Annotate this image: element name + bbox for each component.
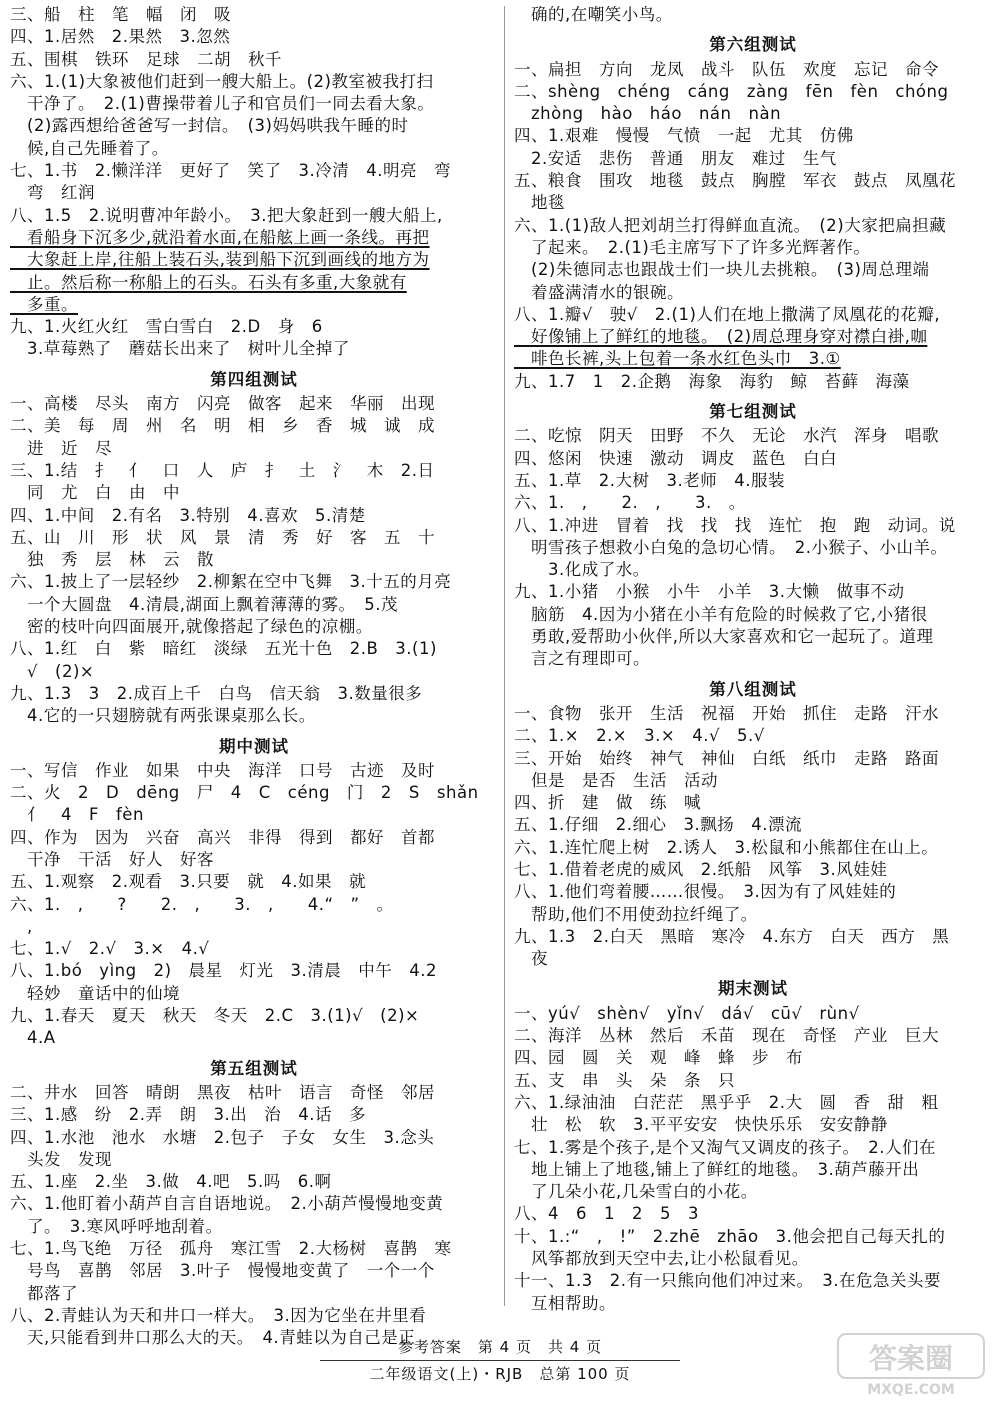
answer-line: 五、1.草 2.大树 3.老师 4.服装 bbox=[514, 470, 785, 490]
answer-line: 六、1.绿油油 白茫茫 黑乎乎 2.大 圆 香 甜 粗 bbox=[514, 1092, 939, 1112]
answer-line: 五、1.仔细 2.细心 3.飘扬 4.漂流 bbox=[514, 815, 802, 835]
answer-line: 四、园 圆 关 观 峰 蜂 步 布 bbox=[514, 1048, 803, 1068]
answer-line: 都落了 bbox=[10, 1283, 78, 1303]
section-heading: 第四组测试 bbox=[210, 369, 298, 389]
answer-line: 一、食物 张开 生活 祝福 开始 抓住 走路 汗水 bbox=[514, 703, 939, 723]
underlined-answer-line: 看船身下沉多少,就沿着水面,在船舷上画一条线。再把 bbox=[10, 227, 430, 247]
answer-line: 七、1.借着老虎的威风 2.纸船 风筝 3.风娃娃 bbox=[514, 859, 888, 879]
answer-line: 一、写信 作业 如果 中央 海洋 口号 古迹 及时 bbox=[10, 760, 435, 780]
footer-rule bbox=[320, 1360, 680, 1361]
answer-line: 九、1.3 2.白天 黑暗 寒冷 4.东方 白天 西方 黑 bbox=[514, 926, 950, 946]
answer-line: 候,自己先睡着了。 bbox=[10, 138, 169, 158]
column-divider bbox=[504, 6, 505, 1306]
section-heading: 第七组测试 bbox=[709, 402, 797, 422]
answer-line: 了几朵小花,几朵雪白的小花。 bbox=[514, 1182, 758, 1202]
answer-line: 六、1. , 2. , 3. 。 bbox=[514, 493, 746, 513]
answer-line: 言之有理即可。 bbox=[514, 649, 650, 669]
answer-line: 七、1.书 2.懒洋洋 更好了 笑了 3.冷清 4.明亮 弯 bbox=[10, 161, 451, 181]
underlined-answer-line: 大象赶上岸,往船上装石头,装到船下沉到画线的地方为 bbox=[10, 250, 430, 270]
answer-line: 独 秀 层 林 云 散 bbox=[10, 550, 214, 570]
answer-line: 一个大圆盘 4.清晨,湖面上飘着薄薄的雾。 5.茂 bbox=[10, 594, 398, 614]
answer-line: 了。 3.寒风呼呼地刮着。 bbox=[10, 1216, 223, 1236]
watermark-sub: MXQE.COM bbox=[867, 1382, 955, 1398]
answer-line: 八、1.5 2.说明曹冲年龄小。 3.把大象赶到一艘大船上, bbox=[10, 205, 443, 225]
answer-line: 弯 红润 bbox=[10, 183, 95, 203]
answer-line: 二、海洋 丛林 然后 禾苗 现在 奇怪 产业 巨大 bbox=[514, 1026, 939, 1046]
answer-line: 七、1.鸟飞绝 万径 孤舟 寒江雪 2.大杨树 喜鹊 寒 bbox=[10, 1239, 452, 1259]
answer-line: 4.A bbox=[10, 1028, 56, 1048]
answer-line: 三、1.结 扌 亻 口 人 庐 扌 土 氵 木 2.日 bbox=[10, 460, 435, 480]
answer-line: 六、1.披上了一层轻纱 2.柳絮在空中飞舞 3.十五的月亮 bbox=[10, 572, 452, 592]
answer-line: 二、吃惊 阴天 田野 不久 无论 水汽 浑身 唱歌 bbox=[514, 426, 939, 446]
answer-line: 3.草莓熟了 蘑菇长出来了 树叶儿全掉了 bbox=[10, 339, 350, 359]
answer-line: 六、1.(1)敌人把刘胡兰打得鲜血直流。 (2)大家把扁担藏 bbox=[514, 215, 947, 235]
answer-line: 一、高楼 尽头 南方 闪亮 做客 起来 华丽 出现 bbox=[10, 394, 435, 414]
answer-line: 勇敢,爱帮助小伙伴,所以大家喜欢和它一起玩了。道理 bbox=[514, 627, 934, 647]
answer-line: 五、粮食 围攻 地毯 鼓点 胸膛 军衣 鼓点 凤凰花 bbox=[514, 171, 956, 191]
left-column bbox=[10, 4, 498, 1350]
section-heading: 第八组测试 bbox=[709, 679, 797, 699]
answer-line: 风筝都放到天空中去,让小松鼠看见。 bbox=[514, 1249, 809, 1269]
answer-line: 壮 松 软 3.平平安安 快快乐乐 安安静静 bbox=[514, 1115, 888, 1135]
footer-page-info: 参考答案 第 4 页 共 4 页 bbox=[397, 1338, 603, 1356]
answer-line: 六、1.连忙爬上树 2.诱人 3.松鼠和小熊都住在山上。 bbox=[514, 837, 939, 857]
answer-line: 二、shèng chéng cáng zàng fēn fèn chóng bbox=[514, 81, 949, 101]
answer-line: 2.安适 悲伤 普通 朋友 难过 生气 bbox=[514, 148, 837, 168]
answer-line: 三、船 柱 笔 幅 闭 吸 bbox=[10, 5, 231, 24]
answer-line: 四、1.中间 2.有名 3.特别 4.喜欢 5.清楚 bbox=[10, 505, 366, 525]
answer-line: 三、开始 始终 神气 神仙 白纸 纸巾 走路 路面 bbox=[514, 748, 939, 768]
answer-line: 互相帮助。 bbox=[514, 1293, 616, 1313]
section-heading: 第六组测试 bbox=[709, 35, 797, 55]
answer-line: 头发 发现 bbox=[10, 1149, 112, 1169]
answer-line: 五、1.座 2.坐 3.做 4.吧 5.吗 6.啊 bbox=[10, 1172, 332, 1192]
answer-line: 八、1.他们弯着腰……很慢。 3.因为有了风娃娃的 bbox=[514, 882, 897, 902]
answer-line: zhòng hào háo nán nàn bbox=[514, 104, 782, 124]
answer-line: 五、支 串 头 朵 条 只 bbox=[514, 1070, 735, 1090]
answer-line: 4.它的一只翅膀就有两张课桌那么长。 bbox=[10, 706, 316, 726]
answer-line: 干净了。 2.(1)曹操带着儿子和官员们一同去看大象。 bbox=[10, 94, 435, 114]
watermark-logo bbox=[836, 1332, 986, 1398]
answer-line: √ (2)× bbox=[10, 661, 95, 681]
answer-line: 明雪孩子想救小白兔的急切心情。 2.小猴子、小山羊。 bbox=[514, 537, 948, 557]
answer-line: 二、美 每 周 州 名 明 相 乡 香 城 诚 成 bbox=[10, 416, 435, 436]
section-heading: 期末测试 bbox=[718, 979, 788, 999]
answer-line: 七、1.雾是个孩子,是个又淘气又调皮的孩子。 2.人们在 bbox=[514, 1137, 936, 1157]
answer-line: 了起来。 2.(1)毛主席写下了许多光辉著作。 bbox=[514, 237, 871, 257]
underlined-answer-line: 多重。 bbox=[10, 294, 78, 314]
answer-line: 七、1.√ 2.√ 3.× 4.√ bbox=[10, 939, 210, 959]
underlined-answer-line: 止。然后称一称船上的石头。石头有多重,大象就有 bbox=[10, 272, 407, 292]
answer-line: 五、围棋 铁环 足球 二胡 秋千 bbox=[10, 49, 282, 69]
answer-line: 干净 干活 好人 好客 bbox=[10, 849, 214, 869]
answer-line: 四、折 建 做 练 喊 bbox=[514, 793, 701, 813]
answer-line: 九、1.火红火红 雪白雪白 2.D 身 6 bbox=[10, 317, 323, 337]
answer-line: 五、1.观察 2.观看 3.只要 就 4.如果 就 bbox=[10, 872, 366, 892]
section-heading: 期中测试 bbox=[219, 736, 289, 756]
answer-line: 3.化成了水。 bbox=[514, 560, 650, 580]
answer-line: 天,只能看到井口那么大的天。 4.青蛙以为自己是正 bbox=[10, 1328, 416, 1348]
underlined-answer-line: 啡色长裤,头上包着一条水红色头巾 3.① bbox=[514, 349, 841, 369]
answer-line: 三、1.感 纷 2.弄 朗 3.出 治 4.话 多 bbox=[10, 1105, 366, 1125]
answer-line: 四、1.水池 池水 水塘 2.包子 子女 女生 3.念头 bbox=[10, 1127, 435, 1147]
answer-line: 四、1.居然 2.果然 3.忽然 bbox=[10, 27, 231, 47]
answer-line: 二、火 2 D dēng 尸 4 C céng 门 2 S shǎn bbox=[10, 783, 479, 803]
answer-line: 夜 bbox=[514, 949, 548, 969]
answer-line: 同 尤 白 由 中 bbox=[10, 483, 180, 503]
answer-line: 地上铺上了地毯,铺上了鲜红的地毯。 3.葫芦藤开出 bbox=[514, 1159, 920, 1179]
answer-line: 十一、1.3 2.有一只熊向他们冲过来。 3.在危急关头要 bbox=[514, 1271, 941, 1291]
answer-line: 四、1.艰难 慢慢 气愤 一起 尤其 仿佛 bbox=[514, 126, 854, 146]
answer-line: 八、1.冲进 冒着 找 找 找 连忙 抱 跑 动词。说 bbox=[514, 515, 956, 535]
answer-line: 八、1.bó yìng 2) 晨星 灯光 3.清晨 中午 4.2 bbox=[10, 961, 438, 981]
answer-line: 四、悠闲 快速 激动 调皮 蓝色 白白 bbox=[514, 448, 837, 468]
answer-line: 亻 4 F fèn bbox=[10, 805, 144, 825]
footer-book-info: 二年级语文(上)・RJB 总第 100 页 bbox=[369, 1365, 631, 1383]
answer-line: (2)露西想给爸爸写一封信。 (3)妈妈哄我午睡的时 bbox=[10, 116, 409, 136]
answer-line: 八、2.青蛙认为天和井口一样大。 3.因为它坐在井里看 bbox=[10, 1305, 427, 1325]
answer-line: , bbox=[10, 916, 33, 936]
answer-line: (2)朱德同志也跟战士们一块儿去挑粮。 (3)周总理端 bbox=[514, 260, 930, 280]
answer-line: 二、井水 回答 晴朗 黑夜 枯叶 语言 奇怪 邻居 bbox=[10, 1082, 435, 1102]
answer-line: 四、作为 因为 兴奋 高兴 非得 得到 都好 首都 bbox=[10, 827, 435, 847]
answer-line: 八、1.瓣√ 驶√ 2.(1)人们在地上撒满了凤凰花的花瓣, bbox=[514, 304, 941, 324]
answer-line: 轻妙 童话中的仙境 bbox=[10, 983, 180, 1003]
answer-line: 号鸟 喜鹊 邻居 3.叶子 慢慢地变黄了 一个一个 bbox=[10, 1261, 435, 1281]
answer-line: 八、1.红 白 紫 暗红 淡绿 五光十色 2.B 3.(1) bbox=[10, 639, 437, 659]
answer-line: 但是 是否 生活 活动 bbox=[514, 770, 718, 790]
answer-line: 确的,在嘲笑小鸟。 bbox=[514, 5, 673, 24]
answer-line: 九、1.小猪 小猴 小牛 小羊 3.大懒 做事不动 bbox=[514, 582, 905, 602]
answer-line: 一、扁担 方向 龙凤 战斗 队伍 欢度 忘记 命令 bbox=[514, 59, 939, 79]
answer-line: 脑筋 4.因为小猪在小羊有危险的时候救了它,小猪很 bbox=[514, 604, 928, 624]
answer-line: 八、4 6 1 2 5 3 bbox=[514, 1204, 699, 1224]
underlined-answer-line: 好像铺上了鲜红的地毯。 (2)周总理身穿对襟白褂,咖 bbox=[514, 327, 928, 347]
answer-line: 九、1.春天 夏天 秋天 冬天 2.C 3.(1)√ (2)× bbox=[10, 1006, 420, 1026]
answer-line: 九、1.3 3 2.成百上千 白鸟 信天翁 3.数量很多 bbox=[10, 683, 423, 703]
answer-line: 二、1.× 2.× 3.× 4.√ 5.√ bbox=[514, 726, 765, 746]
answer-line: 六、1.他盯着小葫芦自言自语地说。 2.小葫芦慢慢地变黄 bbox=[10, 1194, 444, 1214]
section-heading: 第五组测试 bbox=[210, 1058, 298, 1078]
answer-line: 十、1.:“ , !” 2.zhē zhāo 3.他会把自己每天扎的 bbox=[514, 1226, 946, 1246]
answer-line: 密的枝叶向四面展开,就像搭起了绿色的凉棚。 bbox=[10, 617, 373, 637]
answer-line: 着盛满清水的银碗。 bbox=[514, 282, 684, 302]
right-column bbox=[514, 4, 992, 1315]
answer-line: 五、山 川 形 状 风 景 清 秀 好 客 五 十 bbox=[10, 527, 435, 547]
answer-line: 地毯 bbox=[514, 193, 565, 213]
answer-line: 九、1.7 1 2.企鹅 海象 海豹 鲸 苔藓 海藻 bbox=[514, 371, 910, 391]
answer-line: 六、1.(1)大象被他们赶到一艘大船上。(2)教室被我打扫 bbox=[10, 71, 434, 91]
answer-line: 六、1. , ? 2. , 3. , 4.“ ” 。 bbox=[10, 894, 394, 914]
answer-line: 进 近 尽 bbox=[10, 438, 112, 458]
answer-line: 帮助,他们不用使劲拉纤绳了。 bbox=[514, 904, 758, 924]
watermark-text: 答案圈 bbox=[868, 1342, 954, 1375]
answer-line: 一、yú√ shèn√ yǐn√ dá√ cū√ rùn√ bbox=[514, 1003, 860, 1023]
